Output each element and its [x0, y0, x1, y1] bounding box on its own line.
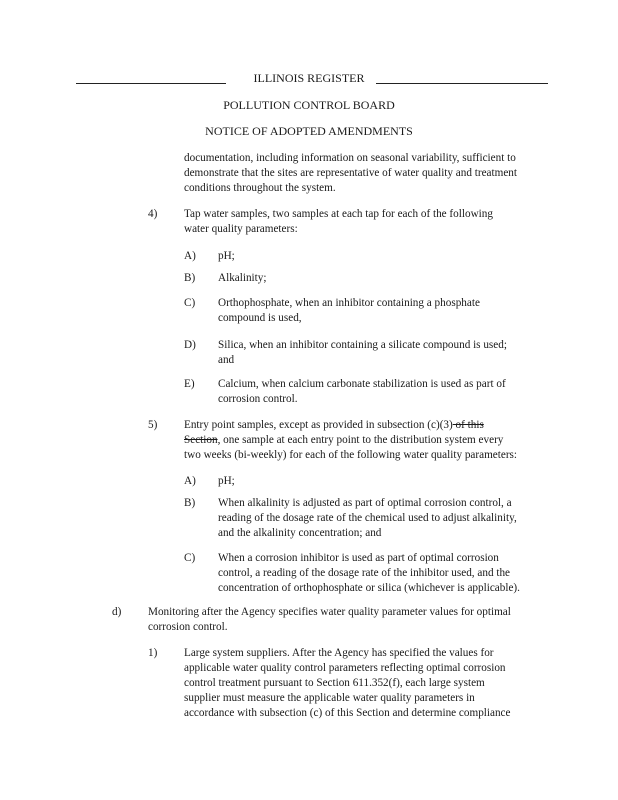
item-4-sub-d-line: and: [218, 354, 235, 366]
item-5-line: two weeks (bi-weekly) for each of the following water quality parameters:: [184, 449, 518, 461]
item-4-line: Tap water samples, two samples at each tap for each of the following: [184, 208, 493, 220]
intro-line: documentation, including information on seasonal variability, sufficient to: [184, 152, 516, 164]
item-5-sub-b-line: When alkalinity is adjusted as part of optimal corrosion control, a: [218, 497, 512, 509]
item-5-text: [184, 418, 517, 463]
item-4-sub-d-label: D): [184, 339, 196, 351]
section-d-text: [148, 605, 511, 635]
intro-paragraph: [184, 151, 517, 196]
section-d-line: corrosion control.: [148, 621, 228, 633]
intro-line: demonstrate that the sites are representative of water quality and treatment: [184, 167, 518, 179]
item-5-sub-c-line: concentration of orthophosphate or silica (whichever is applicable).: [218, 582, 520, 594]
item-4-sub-d-text: [218, 338, 507, 368]
struck-text: of this: [452, 419, 484, 431]
item-1-line: supplier must measure the applicable water quality parameters in: [184, 692, 475, 704]
notice-title: NOTICE OF ADOPTED AMENDMENTS: [205, 124, 413, 138]
item-4-sub-e-line: Calcium, when calcium carbonate stabilization is used as part of: [218, 378, 506, 390]
item-5-sub-b-line: and the alkalinity concentration; and: [218, 527, 382, 539]
item-1-number: 1): [148, 647, 158, 659]
item-5-sub-b-line: reading of the dosage rate of the chemical used to adjust alkalinity,: [218, 512, 517, 524]
item-1-line: Large system suppliers. After the Agency has specified the values for: [184, 647, 494, 659]
item-4-sub-e-text: [218, 377, 506, 407]
item-5-line-text: , one sample at each entry point to the distribution system every: [217, 434, 504, 446]
item-4-sub-a-label: A): [184, 250, 196, 262]
item-5-sub-c-line: control, a reading of the dosage rate of the inhibitor used, and the: [218, 567, 511, 579]
intro-line: conditions throughout the system.: [184, 182, 336, 194]
item-4-sub-e-label: E): [184, 378, 195, 390]
item-5-sub-c-label: C): [184, 552, 196, 564]
item-5-sub-a-label: A): [184, 475, 196, 487]
item-4-sub-b-text: Alkalinity;: [218, 272, 267, 284]
board-title: POLLUTION CONTROL BOARD: [223, 98, 395, 112]
item-1-line: control treatment pursuant to Section 611.352(f), each large system: [184, 677, 485, 689]
item-4-sub-c-line: Orthophosphate, when an inhibitor containing a phosphate: [218, 297, 480, 309]
item-5-line-text: Entry point samples, except as provided in subsection (c)(3): [184, 419, 453, 431]
item-4-sub-b-label: B): [184, 272, 196, 284]
item-5-sub-c-text: [218, 551, 520, 596]
item-1-line: applicable water quality control parameters reflecting optimal corrosion: [184, 662, 506, 674]
item-5-sub-b-label: B): [184, 497, 196, 509]
item-5-sub-b-text: [218, 496, 517, 541]
item-4-text: [184, 207, 493, 237]
item-5-line: [184, 418, 517, 433]
item-4-sub-c-label: C): [184, 297, 196, 309]
section-d-label: d): [112, 606, 122, 618]
section-d-line: Monitoring after the Agency specifies water quality parameter values for optimal: [148, 606, 511, 618]
item-4-sub-c-line: compound is used,: [218, 312, 302, 324]
item-5-line: [184, 433, 517, 448]
item-4-line: water quality parameters:: [184, 223, 298, 235]
item-4-sub-d-line: Silica, when an inhibitor containing a silicate compound is used;: [218, 339, 507, 351]
struck-text: Section: [184, 434, 218, 446]
item-5-sub-c-line: When a corrosion inhibitor is used as part of optimal corrosion: [218, 552, 499, 564]
item-5-sub-a-text: pH;: [218, 475, 235, 487]
item-4-sub-c-text: [218, 296, 480, 326]
item-4-sub-a-text: pH;: [218, 250, 235, 262]
item-1-line: accordance with subsection (c) of this Section and determine compliance: [184, 707, 511, 719]
register-title: ILLINOIS REGISTER: [253, 71, 365, 85]
item-1-text: [184, 646, 511, 721]
item-4-number: 4): [148, 208, 158, 220]
item-4-sub-e-line: corrosion control.: [218, 393, 298, 405]
item-5-number: 5): [148, 419, 158, 431]
